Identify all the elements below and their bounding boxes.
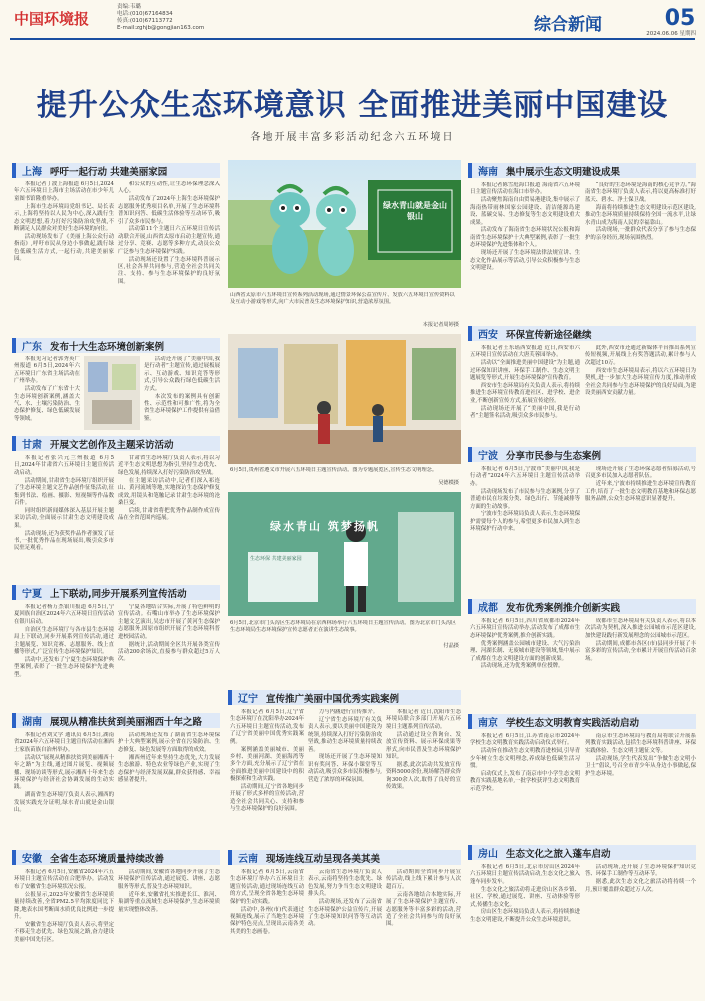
section-title: 呼吁一起行动 共建美丽家园	[50, 166, 168, 178]
photo-mascots-taiyuan	[228, 160, 461, 288]
paragraph: 活动聚焦海南自由贸易港建设,集中展示了海南热带雨林国家公园建设、清洁能源岛建设、蓝碳交易、生态修复等生态文明建设重大成果。	[470, 197, 580, 226]
article-ningxia-col2	[118, 604, 220, 706]
paragraph: 活动发布了2024年上海生态环境保护志愿服务优秀项目名单,开展了生态环境科普知识问答、低碳生活体验等互动环节,吸引了众多市民参与。	[118, 196, 220, 225]
paragraph: 活动现场,还为获奖作品作者颁发了证书,一批优秀作品在现场展出,吸引众多市民驻足观看。	[14, 530, 114, 552]
exhibition-photo-guangdong	[84, 356, 140, 430]
editor-line: 责编:韦璐	[117, 4, 141, 10]
paragraph: 活动现场,学生代表发出“争做生态文明小卫士”倡议,号召全市青少年从身边小事做起,保护生态环境。	[585, 755, 696, 777]
section-title: 全省生态环境质量持续改善	[50, 853, 165, 865]
paragraph: 活动现场发布了市民参与生态案例,分享了普通市民在垃圾分类、绿色出行、节能减排等方面的生动故事。	[470, 488, 580, 510]
paragraph: 活动还开展了“美丽中国,我是行动者”主题宣传,通过展板展示、互动游戏、知识竞答等形式,引导公众践行绿色低碳生活方式。	[144, 356, 220, 392]
article-yunnan-col3	[386, 869, 461, 995]
banner-sign-text: 绿水青山就是金山银山	[383, 201, 447, 221]
masthead-rule	[10, 38, 695, 40]
paragraph: 宁波市生态环境局负责人表示,生态环境保护需要每个人的参与,希望更多市民加入到生态环境保护行动中来。	[470, 511, 580, 533]
paragraph: 本报记者 6月5日,安徽省2024年六五环境日主题宣传活动在合肥举办。活动发布了安徽省生态环境状况公报。	[14, 869, 114, 890]
section-title: 发布优秀案例推介创新实践	[506, 602, 621, 614]
article-nanjing-col1	[470, 733, 580, 839]
section-title: 学校生态文明教育实践活动启动	[506, 717, 640, 729]
paragraph: 本报记者 6月5日,江苏省南京市2024年学校生态文明教育实践活动启动仪式举行。	[470, 733, 580, 747]
stand-sign: 生态环保 共建美丽家园	[250, 556, 302, 562]
article-shanghai-col1	[14, 181, 114, 333]
paragraph: 上海市生态环境局党组书记、局长表示,上海将坚持以人民为中心,深入践行生态文明思想,着力打好污染防治攻坚战,不断满足人民群众对美好生态环境的向往。	[14, 203, 114, 232]
paragraph: 本报记者 6月5日,宁波市“美丽中国,我是行动者”2024年六五环境日主题宣传活动举办。	[470, 466, 580, 487]
paragraph: 本报记者王东瑶西安报道 近日,西安市六五环境日宣传活动在大唐芙蓉园举办。	[470, 345, 580, 359]
article-yunnan-col2	[308, 869, 382, 995]
article-hainan-col2	[585, 182, 696, 316]
photo3-caption: 6月5日,北京市门头沟区生态环境局在京西林场举行六五环境日主题宣传活动。图为北京市门头沟区生态环境局生态环境保护宣传志愿者正在演讲生态故事。	[230, 620, 457, 633]
editor-contact-info	[117, 4, 227, 32]
paragraph: 同时组织新闻媒体深入基层开展主题采访活动,全面展示甘肃生态文明建设成果。	[14, 507, 114, 529]
article-hunan-col2	[118, 732, 220, 840]
section-header-gansu	[12, 436, 220, 451]
paragraph: 活动现场还发布了湖南省生态环境保护十大典型案例,展示全省在污染防治、生态修复、绿色发展等方面取得的成效。	[118, 732, 220, 753]
paragraph: 活动发布了广东省十大生态环境创新案例,涵盖大气、水、土壤污染防治、生态保护修复、绿色低碳发展等领域。	[14, 386, 80, 422]
paragraph: 活动期间,辽宁省各地同步开展了形式多样的宣传活动,营造全社会共同关心、支持和参与生态环境保护的良好氛围。	[230, 784, 304, 813]
article-hunan-col1	[14, 732, 114, 840]
email-line: E-mail:zghjb@gongjian163.com	[117, 25, 205, 31]
paragraph: 启动仪式上,发布了南京市中小学生态文明教育实践基地名单,一批学校获评生态文明教育示范学校。	[470, 771, 580, 792]
article-chengdu-col1	[470, 618, 580, 710]
article-liaoning-col3	[386, 709, 461, 843]
paragraph: 本次发布的案例具有创新性、示范性和可推广性,将为全省生态环境保护工作提供有益借鉴。	[144, 393, 220, 422]
paragraph: 近年来,宁波市持续推进生态环境宣传教育工作,培育了一批生态文明教育基地和环保志愿服务品牌,公众生态环境意识显著提升。	[585, 481, 696, 503]
fax-line: 传真:(010)67113772	[117, 18, 173, 24]
paragraph: 现场还开展了生态环境法律法规宣讲、生态文化作品展示等活动,引导公众积极参与生态文明建设。	[470, 250, 580, 271]
page-section-name: 综合新闻	[534, 15, 602, 35]
section-title: 开展文艺创作及主题采访活动	[50, 439, 174, 451]
article-anhui-col2	[118, 869, 220, 995]
section-city: 广东	[22, 342, 42, 353]
section-city: 宁夏	[22, 589, 42, 600]
article-guangdong-col1	[14, 356, 80, 430]
section-city: 辽宁	[238, 694, 258, 705]
photo2-caption: 6月5日,贵州省遵义市开展六五环境日主题宣传活动。图为专题展览区,宣传生态文明理念。	[230, 467, 438, 473]
article-hainan-col1	[470, 182, 580, 316]
section-title: 环保宣传新途径継续	[506, 329, 592, 341]
page-number: 05	[664, 6, 696, 31]
paragraph: 云南省生态环境厅负责人表示,云南将坚持生态优先、绿色发展,努力争当生态文明建设排头兵。	[308, 869, 382, 898]
paragraph: 自治区生态环境厅与各市县生态环境局上下联动,同步开展系列宣传活动,通过主题展览、知识竞赛、志愿服务、线上直播等形式,广泛宣传生态环境保护知识。	[14, 626, 114, 655]
paragraph: 湘西州近年来坚持生态优先,大力发展生态旅游、特色农业等绿色产业,实现了生态保护与经济发展双赢,群众获得感、幸福感显著提升。	[118, 754, 220, 783]
phone-line: 电话:(010)67164834	[117, 11, 173, 17]
paragraph: 据悉,此次生态文化之旅活动将持续一个月,预计覆盖群众超过万人次。	[585, 879, 696, 893]
paragraph: 本报记者 近日,沈阳市生态环境局联合多部门开展六五环境日主题系列宣传活动。	[386, 709, 461, 730]
section-header-hunan	[12, 713, 220, 728]
article-shanghai-col2	[118, 181, 220, 333]
newspaper-brand: 中国环境报	[14, 10, 90, 28]
paragraph: 本报记者刘文学 通讯员 6月5日,湖南省2024年六五环境日主题宣传活动在湘西土家族苗族自治州举办。	[14, 732, 114, 753]
paragraph: 活动以“展现从精准扶贫到美丽湘西十年之路”为主线,通过图片展览、视频展播、现场访谈等形式,展示湘西十年来生态环境保护与经济社会协调发展的生动实践。	[14, 754, 114, 791]
paragraph: 活动现场还设置了生态环境科普展示区,社会各界共同参与,营造全社会共同关注、支持、参与生态环境保护的良好氛围。	[118, 256, 220, 285]
article-nanjing-col2	[585, 733, 696, 839]
paragraph: 活动以“全面推进美丽中国建设”为主题,通过环保知识讲座、环保手工制作、生态文明主题展览等形式,开展生态环境保护宣传教育。	[470, 360, 580, 382]
paragraph: 活动现场,还为优秀案例单位授牌。	[480, 663, 564, 670]
paragraph: 据统计,活动期间全区共开展各类宣传活动200余场次,直接参与群众超过5万人次。	[118, 641, 220, 663]
paragraph: 甘肃省生态环境厅负责人表示,将以习近平生态文明思想为指引,坚持生态优先、绿色发展,持续深入打好污染防治攻坚战。	[118, 455, 220, 476]
section-title: 展现从精准扶贫到美丽湘西十年之路	[50, 716, 203, 728]
section-title: 发布十大生态环境创新案例	[50, 341, 165, 353]
section-header-hainan	[468, 163, 696, 178]
paragraph: 现场还开展了生态环境知识有奖问答、环保小课堂等互动活动,吸引众多市民积极参与,营造了浓厚的环保氛围。	[308, 754, 382, 783]
paragraph: 据悉,此次活动共发放宣传资料5000余份,现场解答群众咨询300余人次,取得了良好的宣传效果。	[386, 761, 461, 791]
article-gansu-col1	[14, 455, 114, 575]
article-xian-col2	[585, 345, 696, 441]
paragraph: 湖南省生态环境厅负责人表示,湘西的发展实践充分证明,绿水青山就是金山银山。	[14, 792, 114, 814]
paragraph: 辽宁省生态环境厅有关负责人表示,要以美丽中国建设为统领,持续深入打好污染防治攻坚战,推动生态环境质量持续改善。	[308, 716, 382, 753]
paragraph: 案例涵盖美丽城市、美丽乡村、美丽河湖、美丽海湾等多个方面,充分展示了辽宁省在全面推进美丽中国建设中的积极探索和生动实践。	[230, 746, 304, 783]
paragraph: 本报记者 6月5日,辽宁省生态环境厅在沈阳举办2024年六五环境日主题宣传活动,发布了辽宁省美丽中国优秀实践案例。	[230, 709, 304, 745]
article-liaoning-col1	[230, 709, 304, 843]
section-city: 上海	[22, 167, 42, 178]
section-title: 上下联动,同步开展系列宣传活动	[50, 588, 187, 600]
section-header-ningxia	[12, 585, 220, 600]
paragraph: 云南各地结合本地实际,开展了生态环境保护主题宣传、志愿服务等丰富多彩的活动,营造了全社会共同参与的良好氛围。	[386, 891, 461, 928]
paragraph: 活动期间,甘肃省生态环境厅组织开展了生态环境主题文艺作品创作征集活动,征集到书法、绘画、摄影、短视频等作品数百件。	[14, 477, 114, 506]
paragraph: 本报记者丁波上海报道 6月5日,2024年六五环境日上海市主场活动在市少年儿童图书馆隆重举办。	[14, 181, 114, 202]
paragraph: 生态文化之旅活动将走进房山区各乡镇、社区、学校,通过展览、讲座、互动体验等形式,传播生态文化。	[470, 886, 580, 908]
article-yunnan-col1	[230, 869, 304, 995]
paragraph: 本报记者陈雪庭海口报道 海南省六五环境日主题宣传活动在海口市举办。	[470, 182, 580, 196]
backdrop-slogan: 绿水青山 筑梦扬帆	[270, 520, 380, 533]
paragraph: 近年来,安徽省扎实推进长江、淮河、巢湖等重点流域生态环境保护,生态环境质量实现整体改善。	[118, 891, 220, 913]
article-ningbo-col1	[470, 466, 580, 592]
section-title: 生态文化之旅入蓬车启动	[506, 848, 611, 860]
page-headline: 提升公众生态环境意识 全面推进美丽中国建设	[36, 88, 669, 123]
section-city: 海南	[478, 167, 498, 178]
paragraph: 房山区生态环境局负责人表示,将持续推进生态文明建设,不断提升公众生态环境意识。	[470, 909, 580, 923]
section-city: 西安	[478, 330, 498, 341]
section-city: 甘肃	[22, 440, 42, 451]
section-city: 云南	[238, 854, 258, 865]
paragraph: 本报见习记者郭秀英广州报道 6月5日,2024年六五环境日广东省主场活动在广州举办。	[14, 356, 80, 385]
article-gansu-col2	[118, 455, 220, 575]
paragraph: 活动期间,成都市各区(市)县同步开展了丰富多彩的宣传活动,全市累计开展宣传活动百余场。	[585, 640, 696, 662]
section-header-guangdong	[12, 338, 220, 353]
photo2-credit: 吴德模摄	[438, 480, 459, 486]
paragraph: 活动现场,还开展了生态环境保护知识竞答、环保手工制作等互动环节。	[585, 864, 696, 878]
paragraph: 海南将持续推进生态文明建设示范区建设,推动生态环境质量持续保持全国一流水平,让绿水青山成为海南人民的幸福靠山。	[585, 204, 696, 226]
paragraph: 此外,西安市还通过新媒体平台推出系列宣传短视频,开展线上有奖答题活动,累计参与人次超过10万。	[585, 345, 696, 366]
page-subheadline: 各地开展丰富多彩活动纪念六五环境日	[250, 132, 455, 143]
photo-speaker-mentougou	[228, 492, 461, 616]
section-city: 安徽	[22, 854, 42, 865]
paragraph: 安徽省生态环境厅负责人表示,将坚定不移走生态优先、绿色发展之路,奋力建设美丽中国先行区。	[14, 921, 114, 943]
paragraph: 宁夏各地结合实际,开展了特色鲜明的宣传活动。石嘴山市举办了生态环境保护主题文艺演出,吴忠市开展了黄河生态保护志愿服务,固原市组织开展了生态环境科普进校园活动。	[118, 604, 220, 640]
paragraph: 西安市生态环境局表示,将以六五环境日为契机,进一步加大生态环境宣传力度,推动形成全社会共同参与生态环境保护的良好局面,为建设美丽西安贡献力量。	[585, 367, 696, 396]
paragraph: 活动现场,还发布了云南省生态环境保护公益宣传片,开展了生态环境知识问答等互动活动。	[308, 899, 382, 928]
issue-date: 2024.06.06 星期四	[646, 31, 696, 37]
article-guangdong-col2	[144, 356, 220, 430]
section-header-anhui	[12, 850, 220, 865]
paragraph: 活动中,还发布了宁夏生态环境保护典型案例,表彰了一批生态环境保护先进典型。	[14, 656, 114, 678]
paragraph: 活动期间全省同步开展宣传活动,线上线下累计参与人次超百万。	[386, 869, 461, 890]
paragraph: 力与内涵进行宣传推介。	[318, 709, 379, 715]
photo1-caption: 山西省太原市六五环境日宣传系列活动现场,通过情景环保公益宣传片、发放六五环境日宣传资料以及互动小游戏等形式,向广大市民普及生态环境保护知识,营造浓厚氛围。	[230, 292, 455, 305]
paragraph: 活动期间,安徽省各地同步开展了生态环境保护宣传活动,通过展览、讲座、志愿服务等形式,普及生态环境知识。	[118, 869, 220, 890]
paragraph: 活动现场还开展了“美丽中国,我是行动者”主题签名活动,吸引众多市民参与。	[470, 405, 580, 420]
paragraph: 活动发布了海南省生态环境状况公报和海南省生态环境保护十大典型案例,表彰了一批生态环境保护先进集体和个人。	[470, 227, 580, 249]
section-city: 成都	[478, 603, 498, 614]
article-ningbo-col2	[585, 466, 696, 592]
paragraph: 本报记者张兴元兰州报道 6月5日,2024年甘肃省六五环境日主题宣传活动启动。	[14, 455, 114, 476]
paragraph: 活动现场发布了《美丽上海公众行动指南》,呼吁市民从身边小事做起,践行绿色低碳生活方式,一起行动,共建美丽家园。	[14, 233, 114, 263]
paragraph: 活动现场,一批群众代表分享了参与生态保护的亲身经历,现场氛围热烈。	[585, 227, 696, 241]
paragraph: 南京市生态环境局与教育局将联合开展系列教育实践活动,包括生态环境科普讲座、环保实践体验、生态文明主题征文等。	[585, 733, 696, 754]
photo1-credit: 本报记者周婷摄	[422, 322, 459, 328]
paragraph: 在主题采访活动中,记者们深入祁连山、黄河流域等地,实地探访生态保护修复成效,用镜头和笔触记录甘肃生态环境的沧桑巨变。	[118, 477, 220, 506]
paragraph: 活动通过设立咨询台、发放宣传资料、展示环保成果等形式,向市民普及生态环境保护知识。	[386, 731, 461, 760]
photo-exhibition-zunyi	[228, 334, 461, 464]
paragraph: 现场还开展了生态环保志愿者招募活动,号召更多市民加入志愿者队伍。	[585, 466, 696, 480]
section-header-yunnan	[228, 850, 461, 865]
paragraph: 本报记者 6月5日,云南省生态环境厅举办六五环境日主题宣传活动,通过现场连线互动的方式,呈现全省各地生态环境保护的生动实践。	[230, 869, 304, 905]
paragraph: 公报显示,2023年安徽省生态环境质量持续改善,全省PM2.5平均浓度同比下降,地表水国考断面水质优良比例进一步提升。	[14, 891, 114, 920]
article-liaoning-col2	[308, 709, 382, 843]
section-city: 房山	[478, 849, 498, 860]
article-fangshan-col1	[470, 864, 580, 995]
paragraph: 活动旨在推动生态文明教育进校园,引导青少年树立生态文明理念,养成绿色低碳生活习惯。	[470, 748, 580, 770]
article-anhui-col1	[14, 869, 114, 995]
section-city: 宁波	[478, 451, 498, 462]
paragraph: 西安市生态环境局有关负责人表示,将持续推进生态环境宣传教育进社区、进学校、进企业,不断创新宣传方式,拓展宣传途径。	[470, 383, 580, 404]
section-title: 分享市民参与生态案例	[506, 450, 602, 462]
photo3-credit: 付晶摄	[443, 643, 459, 649]
paragraph: “良好的生态环境是海南的核心竞争力。”海南省生态环境厅负责人表示,将以更高标准打好蓝天、碧水、净土保卫战。	[585, 182, 696, 203]
paragraph: 成都市生态环境局有关负责人表示,将以本次活动为契机,深入推进公园城市示范区建设,加快建设践行新发展理念的公园城市示范区。	[585, 618, 696, 639]
section-header-nanjing	[468, 714, 696, 729]
section-header-chengdu	[468, 599, 696, 614]
paragraph: 活动中,各州(市)代表通过视频连线,展示了当地生态环境保护特色亮点,呈现出云南各美其美的生态画卷。	[230, 906, 304, 935]
paragraph: 后续,甘肃省将把优秀作品制作成宣传品在全省范围内巡展。	[118, 507, 220, 522]
section-title: 现场连线互动呈现各美其美	[266, 853, 381, 865]
article-ningxia-col1	[14, 604, 114, 706]
paragraph: 活动第11个主题日六五环境日宣传活动联合开展,山西省太原市启动主题宣传,通过分享、竞赛、志愿等多种方式,动员公众广泛参与生态环境保护实践。	[118, 226, 220, 255]
section-header-xian	[468, 326, 696, 341]
section-header-liaoning	[228, 690, 461, 705]
paragraph: 和公众的互动性,让生态环保理念深入人心。	[118, 181, 220, 195]
section-title: 集中展示生态文明建设成果	[506, 166, 621, 178]
section-header-fangshan	[468, 845, 696, 860]
section-header-ningbo	[468, 447, 696, 462]
article-xian-col1	[470, 345, 580, 441]
section-city: 南京	[478, 718, 498, 729]
section-header-shanghai	[12, 163, 220, 178]
paragraph: 优秀案例涵盖公园城市建设、大气污染治理、河湖长制、无废城市建设等领域,集中展示了成都在生态文明建设方面的创新成果。	[470, 640, 580, 662]
paragraph: 本报记者杨万杰银川报道 6月5日,宁夏回族自治区2024年六五环境日宣传活动在银川启动。	[14, 604, 114, 625]
section-title: 宣传推广美丽中国优秀实践案例	[266, 693, 400, 705]
article-fangshan-col2	[585, 864, 696, 995]
paragraph: 本报记者 6月5日,北京市房山区2024年六五环境日主题宣传活动启动,生态文化之旅入蓬车同步发车。	[470, 864, 580, 885]
section-city: 湖南	[22, 717, 42, 728]
article-chengdu-col2	[585, 618, 696, 710]
paragraph: 本报记者 6月5日,四川省成都市2024年六五环境日宣传活动举办,活动发布了成都市生态环境保护优秀案例,推介创新实践。	[470, 618, 580, 639]
